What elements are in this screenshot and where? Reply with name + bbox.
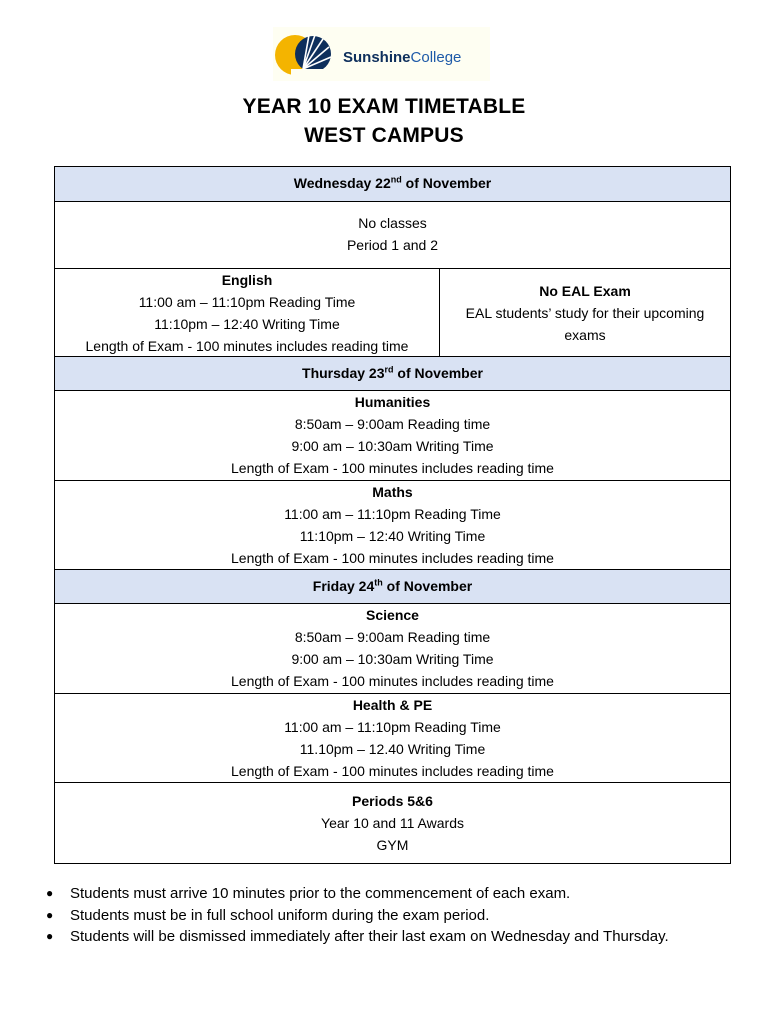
sunshine-college-logo [273,27,490,81]
maths-exam-cell [55,480,730,569]
subject-name: No EAL Exam [539,283,631,299]
eal-note-line1: EAL students’ study for their upcoming [465,305,705,321]
subject-name: Periods 5&6 [352,793,433,809]
bullet-icon: ● [46,886,54,900]
humanities-exam-cell [55,390,730,480]
reading-time: 8:50am – 9:00am Reading time [294,629,491,645]
day-suffix: rd [384,364,394,375]
list-item [45,926,695,948]
logo-word-college: College [410,49,462,66]
awards-text: Year 10 and 11 Awards [321,815,464,831]
list-item [45,905,695,927]
bullet-icon: ● [46,907,54,922]
period-text: Period 1 and 2 [346,237,439,253]
day-label: Friday 24 [312,578,375,594]
science-exam-cell [55,603,730,693]
health-pe-exam-cell [55,693,730,782]
reading-time: 8:50am – 9:00am Reading time [294,416,491,432]
venue-text: GYM [376,837,409,853]
no-classes-cell [55,201,730,268]
logo-wordmark [343,49,461,66]
subject-name: Science [366,607,419,623]
english-eal-row [55,268,730,356]
sun-logo-icon [273,27,343,81]
day-header-wednesday [55,167,730,201]
day-suffix: nd [390,174,402,185]
exam-length: Length of Exam - 100 minutes includes reading time [231,550,554,566]
reading-time: 11:00 am – 11:10pm Reading Time [138,294,356,310]
student-notes-list [45,883,695,948]
day-header-thursday [55,356,730,390]
logo-word-sunshine: Sunshine [343,49,411,66]
day-suffix: th [374,577,383,588]
reading-time: 11:00 am – 11:10pm Reading Time [284,506,501,522]
writing-time: 11:10pm – 12:40 Writing Time [154,316,340,332]
bullet-icon: ● [46,929,54,943]
writing-time: 11.10pm – 12.40 Writing Time [299,741,486,757]
day-label: Wednesday 22 [293,175,391,191]
subject-name: English [221,272,273,288]
exam-length: Length of Exam - 100 minutes includes reading time [231,763,554,779]
exam-length: Length of Exam - 100 minutes includes reading time [231,460,554,476]
writing-time: 11:10pm – 12:40 Writing Time [299,528,486,544]
list-item [45,883,695,905]
subject-name: Humanities [354,394,431,410]
note-text: Students will be dismissed immediately after their last exam on Wednesday and Thursday. [70,928,669,945]
reading-time: 11:00 am – 11:10pm Reading Time [284,719,501,735]
awards-cell [55,782,730,863]
exam-length: Length of Exam - 100 minutes includes reading time [231,673,554,689]
subject-name: Health & PE [352,697,433,713]
eal-cell [440,269,730,356]
page-title: YEAR 10 EXAM TIMETABLE [242,95,526,118]
writing-time: 9:00 am – 10:30am Writing Time [291,651,494,667]
day-label: Thursday 23 [302,365,385,381]
day-rest: of November [382,578,473,594]
day-header-friday [55,569,730,603]
english-exam-cell [55,269,440,356]
note-text: Students must be in full school uniform during the exam period. [70,906,490,924]
day-rest: of November [393,365,483,381]
note-text: Students must arrive 10 minutes prior to the commencement of each exam. [70,885,571,902]
page-subtitle: WEST CAMPUS [304,124,464,147]
exam-timetable [54,166,731,864]
writing-time: 9:00 am – 10:30am Writing Time [291,438,494,454]
no-classes-text: No classes [358,215,427,231]
day-rest: of November [401,175,492,191]
eal-note-line2: exams [564,327,606,343]
exam-length: Length of Exam - 100 minutes includes reading time [85,338,409,354]
subject-name: Maths [372,484,413,500]
